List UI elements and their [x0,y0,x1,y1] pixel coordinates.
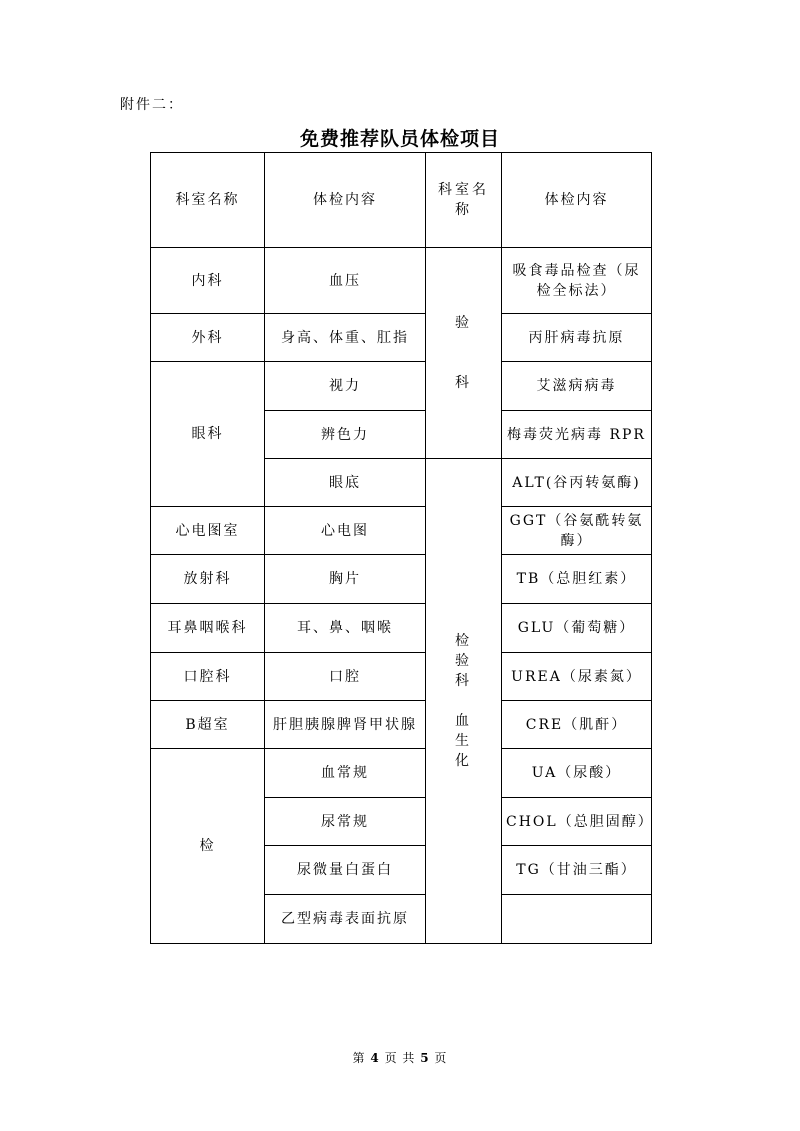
dept-yanke-lab [426,248,502,459]
page-number-suffix: 页 [434,1051,448,1065]
biochem-char: 血 [455,713,472,729]
header-content-2: 体检内容 [502,153,652,248]
header-dept-2 [426,153,502,248]
table-row [151,362,652,411]
item-cre: CRE（肌酐） [502,701,652,749]
dept-waike: 外科 [151,314,265,362]
biochem-char: 化 [455,753,472,769]
dept-ent: 耳鼻咽喉科 [151,604,265,653]
attachment-label: 附件二： [120,97,184,113]
biochem-char: 生 [455,733,472,749]
table-header-row [151,153,652,248]
dept-ecg-room: 心电图室 [151,507,265,555]
item-microalbumin: 尿微量白蛋白 [265,846,426,895]
biochem-char: 检 [455,633,472,649]
item-chest-xray: 胸片 [265,555,426,604]
current-page: 4 [370,1051,380,1065]
header-dept-2-line1: 科室名 [438,182,489,198]
item-blood-pressure: 血压 [265,248,426,314]
table-row [151,653,652,701]
item-drug-test-line2: 检全标法） [536,282,617,299]
item-chol: CHOL（总胆固醇） [502,798,652,846]
item-glu: GLU（葡萄糖） [502,604,652,653]
table-row [151,604,652,653]
dept-radiology: 放射科 [151,555,265,604]
item-hbsag: 乙型病毒表面抗原 [265,895,426,944]
item-hiv: 艾滋病病毒 [502,362,652,411]
item-drug-test [502,248,652,314]
item-ecg: 心电图 [265,507,426,555]
table-row [151,314,652,362]
item-urea: UREA（尿素氮） [502,653,652,701]
item-fundus: 眼底 [265,459,426,507]
header-content-1: 体检内容 [265,153,426,248]
table-row [151,555,652,604]
item-ggt-line1: GGT（谷氨酰转氨 [509,512,644,529]
biochem-char: 验 [455,653,472,669]
item-ultrasound: 肝胆胰腺脾肾甲状腺 [265,701,426,749]
item-color-vision: 辨色力 [265,411,426,459]
biochem-char: 科 [455,673,472,689]
table-row [151,701,652,749]
dept-yanke: 眼科 [151,362,265,507]
table-row [151,749,652,798]
page-number-mid: 页 共 [384,1051,416,1065]
total-pages: 5 [420,1051,430,1065]
item-tg: TG（甘油三酯） [502,846,652,895]
dept-ultrasound: B超室 [151,701,265,749]
item-drug-test-line1: 吸食毒品检查（尿 [512,262,641,279]
item-alt: ALT(谷丙转氨酶) [502,459,652,507]
table-row [151,248,652,314]
item-hcv: 丙肝病毒抗原 [502,314,652,362]
item-oral: 口腔 [265,653,426,701]
item-tb: TB（总胆红素） [502,555,652,604]
empty-cell [502,895,652,944]
item-ggt [502,507,652,555]
item-ua: UA（尿酸） [502,749,652,798]
dept-oral: 口腔科 [151,653,265,701]
dept-neike: 内科 [151,248,265,314]
page-number [0,1049,800,1066]
table-row [151,507,652,555]
page-title: 免费推荐队员体检项目 [299,128,500,150]
header-dept-2-line2: 称 [455,202,472,218]
item-blood-routine: 血常规 [265,749,426,798]
header-dept-1: 科室名称 [151,153,265,248]
item-urine-routine: 尿常规 [265,798,426,846]
page-number-prefix: 第 [352,1051,366,1065]
dept-yan-char: 验 [455,315,472,331]
item-ggt-line2: 酶） [560,532,593,549]
item-ent: 耳、鼻、咽喉 [265,604,426,653]
dept-biochem [426,459,502,944]
item-body-measure: 身高、体重、肛指 [265,314,426,362]
item-vision: 视力 [265,362,426,411]
dept-ke-char: 科 [455,375,472,391]
exam-items-table [150,152,652,944]
item-rpr: 梅毒荧光病毒 RPR [502,411,652,459]
dept-lab: 检 [151,749,265,944]
